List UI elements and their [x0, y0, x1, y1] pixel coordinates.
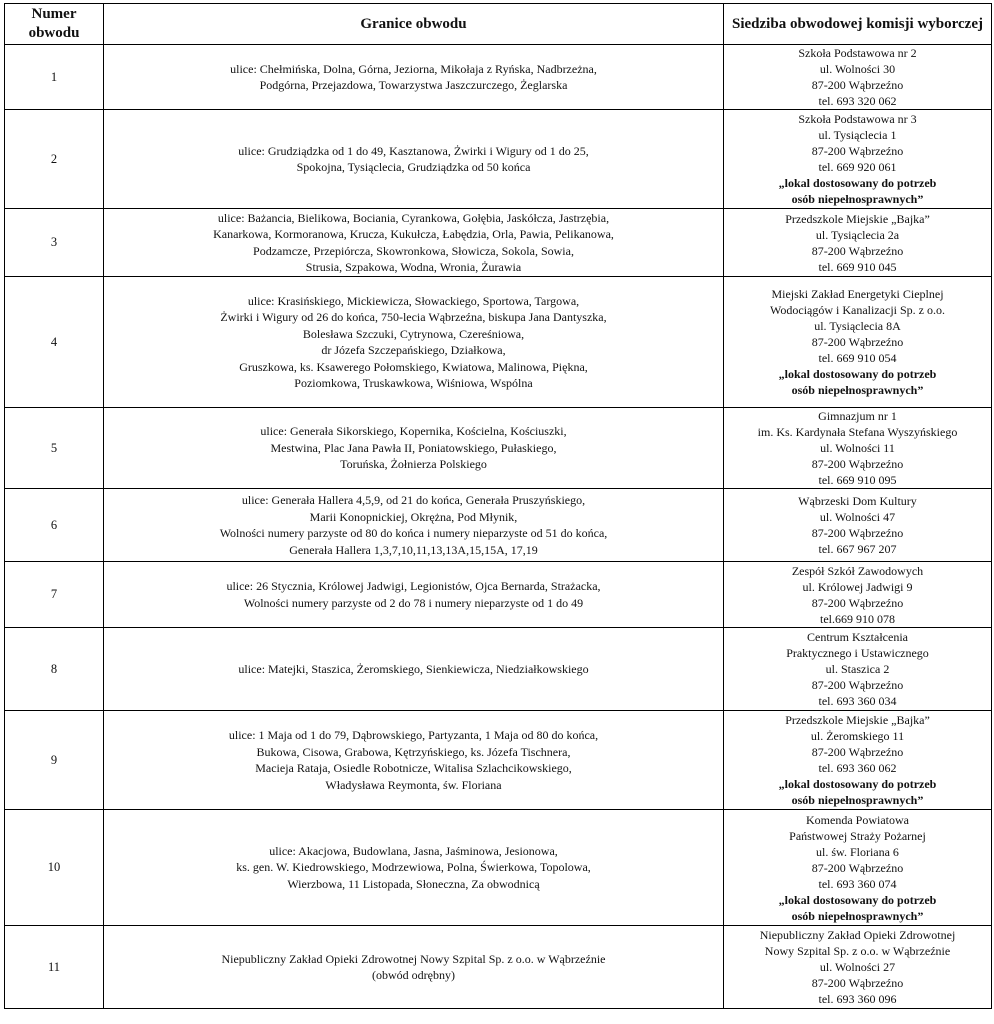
accessibility-note: „lokal dostosowany do potrzeb	[778, 176, 937, 190]
boundaries-line: Bolesława Szczuki, Cytrynowa, Czereśniowa,	[302, 326, 525, 341]
district-number: 10	[5, 810, 104, 926]
header-district-boundaries: Granice obwodu	[104, 4, 724, 45]
district-boundaries	[104, 45, 724, 110]
boundaries-line: Wolności numery parzyste od 2 do 78 i numery nieparzyste od 1 do 49	[243, 595, 584, 610]
seat-line: 87-200 Wąbrzeźno	[811, 243, 904, 258]
commission-seat	[724, 810, 992, 926]
district-boundaries	[104, 110, 724, 209]
district-boundaries	[104, 489, 724, 562]
boundaries-line: Mestwina, Plac Jana Pawła II, Poniatowskiego, Pułaskiego,	[270, 440, 557, 455]
boundaries-line: ulice: 26 Stycznia, Królowej Jadwigi, Legionistów, Ojca Bernarda, Strażacka,	[226, 579, 601, 593]
seat-line: tel. 669 910 095	[818, 473, 897, 487]
district-number: 7	[5, 562, 104, 628]
seat-line: tel. 693 360 074	[818, 876, 897, 891]
seat-line: Nowy Szpital Sp. z o.o. w Wąbrzeźnie	[764, 944, 951, 958]
seat-line: tel. 669 910 054	[818, 351, 897, 365]
header-commission-seat: Siedziba obwodowej komisji wyborczej	[724, 4, 992, 45]
boundaries-line: ulice: Grudziądzka od 1 do 49, Kasztanowa, Żwirki i Wigury od 1 do 25,	[238, 143, 589, 158]
boundaries-line: Wierzbowa, 11 Listopada, Słoneczna, Za obwodnicą	[287, 876, 540, 891]
seat-line: ul. Żeromskiego 11	[810, 729, 905, 743]
header-row	[5, 4, 992, 45]
accessibility-note: „lokal dostosowany do potrzeb	[778, 892, 937, 907]
boundaries-line: Marii Konopnickiej, Okrężna, Pod Młynik,	[309, 509, 518, 524]
seat-line: Praktycznego i Ustawicznego	[786, 646, 929, 660]
table-row	[5, 711, 992, 810]
seat-line: ul. Tysiąclecia 8A	[814, 319, 901, 333]
table-row	[5, 209, 992, 277]
seat-line: 87-200 Wąbrzeźno	[811, 78, 904, 92]
seat-line: tel.669 910 078	[820, 611, 895, 626]
table-row	[5, 45, 992, 110]
boundaries-line: ulice: Generała Hallera 4,5,9, od 21 do końca, Generała Pruszyńskiego,	[241, 493, 586, 507]
seat-line: Miejski Zakład Energetyki Cieplnej	[771, 287, 944, 301]
boundaries-line: ulice: Krasińskiego, Mickiewicza, Słowackiego, Sportowa, Targowa,	[247, 293, 580, 308]
header-district-number: Numer obwodu	[5, 4, 104, 45]
district-number: 1	[5, 45, 104, 110]
boundaries-line: Podzamcze, Przepiórcza, Skowronkowa, Słowicza, Sokola, Sowia,	[253, 243, 574, 258]
seat-line: tel. 669 910 045	[818, 259, 897, 274]
commission-seat	[724, 110, 992, 209]
seat-line: tel. 669 920 061	[818, 160, 897, 174]
accessibility-note: osób niepełnosprawnych”	[791, 908, 924, 923]
boundaries-line: (obwód odrębny)	[372, 968, 455, 982]
seat-line: Wąbrzeski Dom Kultury	[798, 494, 917, 508]
boundaries-line: Niepubliczny Zakład Opieki Zdrowotnej Nowy Szpital Sp. z o.o. w Wąbrzeźnie	[221, 951, 606, 966]
seat-line: ul. Królowej Jadwigi 9	[802, 579, 913, 594]
seat-line: Szkoła Podstawowa nr 3	[798, 112, 917, 126]
table-row	[5, 926, 992, 1009]
seat-line: Szkoła Podstawowa nr 2	[798, 46, 917, 60]
boundaries-line: ulice: 1 Maja od 1 do 79, Dąbrowskiego, Partyzanta, 1 Maja od 80 do końca,	[228, 728, 599, 742]
seat-line: ul. Wolności 30	[819, 62, 896, 76]
commission-seat	[724, 45, 992, 110]
boundaries-line: Bukowa, Cisowa, Grabowa, Kętrzyńskiego, ks. Józefa Tischnera,	[256, 744, 571, 759]
district-boundaries	[104, 628, 724, 711]
seat-line: 87-200 Wąbrzeźno	[811, 335, 904, 349]
table-row	[5, 408, 992, 489]
boundaries-line: Władysława Reymonta, św. Floriana	[325, 777, 502, 792]
seat-line: 87-200 Wąbrzeźno	[811, 526, 904, 540]
seat-line: 87-200 Wąbrzeźno	[811, 595, 904, 610]
district-number: 2	[5, 110, 104, 209]
seat-line: Zespół Szkół Zawodowych	[791, 563, 924, 578]
seat-line: ul. Staszica 2	[825, 662, 890, 676]
table-row	[5, 562, 992, 628]
seat-line: Państwowej Straży Pożarnej	[789, 828, 926, 843]
table-row	[5, 628, 992, 711]
commission-seat	[724, 209, 992, 277]
seat-line: 87-200 Wąbrzeźno	[811, 976, 904, 990]
boundaries-line: Poziomkowa, Truskawkowa, Wiśniowa, Wspólna	[294, 376, 533, 390]
seat-line: ul. Wolności 11	[820, 441, 895, 455]
boundaries-line: Strusia, Szpakowa, Wodna, Wronia, Żurawia	[305, 260, 522, 274]
boundaries-line: ulice: Generała Sikorskiego, Kopernika, Kościelna, Kościuszki,	[260, 424, 567, 439]
district-number: 3	[5, 209, 104, 277]
seat-line: 87-200 Wąbrzeźno	[811, 745, 904, 759]
district-number: 8	[5, 628, 104, 711]
seat-line: tel. 693 360 062	[818, 761, 897, 775]
seat-line: Wodociągów i Kanalizacji Sp. z o.o.	[770, 303, 945, 317]
district-boundaries	[104, 926, 724, 1009]
seat-line: Przedszkole Miejskie „Bajka”	[785, 713, 930, 727]
document-page	[4, 3, 991, 1009]
district-boundaries	[104, 810, 724, 926]
seat-line: ul. Wolności 47	[819, 510, 896, 524]
seat-line: tel. 693 320 062	[818, 94, 897, 108]
table-row	[5, 810, 992, 926]
table-body	[5, 45, 992, 1009]
table-header	[5, 4, 992, 45]
boundaries-line: ulice: Chełmińska, Dolna, Górna, Jeziorna, Mikołaja z Ryńska, Nadbrzeżna,	[230, 61, 597, 76]
seat-line: tel. 693 360 096	[818, 992, 897, 1006]
seat-line: Niepubliczny Zakład Opieki Zdrowotnej	[759, 928, 956, 942]
seat-line: ul. Wolności 27	[819, 960, 896, 974]
district-boundaries	[104, 408, 724, 489]
district-boundaries	[104, 711, 724, 810]
boundaries-line: dr Józefa Szczepańskiego, Działkowa,	[321, 343, 506, 357]
commission-seat	[724, 562, 992, 628]
commission-seat	[724, 711, 992, 810]
seat-line: ul. św. Floriana 6	[816, 844, 899, 859]
table-row	[5, 110, 992, 209]
commission-seat	[724, 408, 992, 489]
seat-line: ul. Tysiąclecia 1	[818, 128, 897, 142]
table-row	[5, 489, 992, 562]
commission-seat	[724, 277, 992, 408]
seat-line: Gimnazjum nr 1	[818, 409, 897, 423]
accessibility-note: „lokal dostosowany do potrzeb	[778, 777, 937, 791]
district-number: 11	[5, 926, 104, 1009]
boundaries-line: Generała Hallera 1,3,7,10,11,13,13A,15,15A, 17,19	[289, 542, 538, 557]
seat-line: Komenda Powiatowa	[806, 812, 909, 827]
seat-line: 87-200 Wąbrzeźno	[811, 678, 904, 692]
seat-line: 87-200 Wąbrzeźno	[811, 457, 904, 471]
district-boundaries	[104, 277, 724, 408]
boundaries-line: Wolności numery parzyste od 80 do końca i numery nieparzyste od 51 do końca,	[219, 526, 608, 540]
district-boundaries	[104, 209, 724, 277]
seat-line: Centrum Kształcenia	[807, 630, 908, 644]
boundaries-line: ulice: Bażancia, Bielikowa, Bociania, Cyrankowa, Gołębia, Jaskółcza, Jastrzębia,	[217, 210, 610, 225]
district-number: 5	[5, 408, 104, 489]
electoral-districts-table	[4, 3, 992, 1009]
boundaries-line: ulice: Akacjowa, Budowlana, Jasna, Jaśminowa, Jesionowa,	[269, 843, 558, 858]
district-number: 4	[5, 277, 104, 408]
boundaries-line: Macieja Rataja, Osiedle Robotnicze, Witalisa Szlachcikowskiego,	[255, 761, 572, 775]
seat-line: 87-200 Wąbrzeźno	[811, 144, 904, 158]
commission-seat	[724, 926, 992, 1009]
boundaries-line: Żwirki i Wigury od 26 do końca, 750-lecia Wąbrzeźna, biskupa Jana Dantyszka,	[220, 310, 607, 324]
district-boundaries	[104, 562, 724, 628]
seat-line: ul. Tysiąclecia 2a	[815, 227, 900, 242]
boundaries-line: Podgórna, Przejazdowa, Towarzystwa Jaszczurczego, Żeglarska	[259, 78, 568, 92]
boundaries-line: Toruńska, Żołnierza Polskiego	[340, 457, 487, 472]
seat-line: tel. 693 360 034	[818, 694, 897, 708]
boundaries-line: ks. gen. W. Kiedrowskiego, Modrzewiowa, Polna, Świerkowa, Topolowa,	[236, 860, 591, 875]
seat-line: 87-200 Wąbrzeźno	[811, 860, 904, 875]
seat-line: Przedszkole Miejskie „Bajka”	[785, 211, 930, 226]
accessibility-note: „lokal dostosowany do potrzeb	[778, 367, 937, 381]
district-number: 9	[5, 711, 104, 810]
commission-seat	[724, 489, 992, 562]
seat-line: im. Ks. Kardynała Stefana Wyszyńskiego	[757, 425, 958, 439]
boundaries-line: Spokojna, Tysiąclecia, Grudziądzka od 50 końca	[296, 160, 531, 174]
boundaries-line: Gruszkowa, ks. Ksawerego Połomskiego, Kwiatowa, Malinowa, Piękna,	[239, 359, 588, 374]
accessibility-note: osób niepełnosprawnych”	[791, 192, 924, 206]
accessibility-note: osób niepełnosprawnych”	[791, 793, 924, 807]
boundaries-line: ulice: Matejki, Staszica, Żeromskiego, Sienkiewicza, Niedziałkowskiego	[238, 661, 589, 676]
seat-line: tel. 667 967 207	[818, 542, 897, 556]
commission-seat	[724, 628, 992, 711]
accessibility-note: osób niepełnosprawnych”	[791, 383, 924, 397]
table-row	[5, 277, 992, 408]
boundaries-line: Kanarkowa, Kormoranowa, Krucza, Kukułcza, Łabędzia, Orla, Pawia, Pelikanowa,	[213, 227, 614, 241]
district-number: 6	[5, 489, 104, 562]
